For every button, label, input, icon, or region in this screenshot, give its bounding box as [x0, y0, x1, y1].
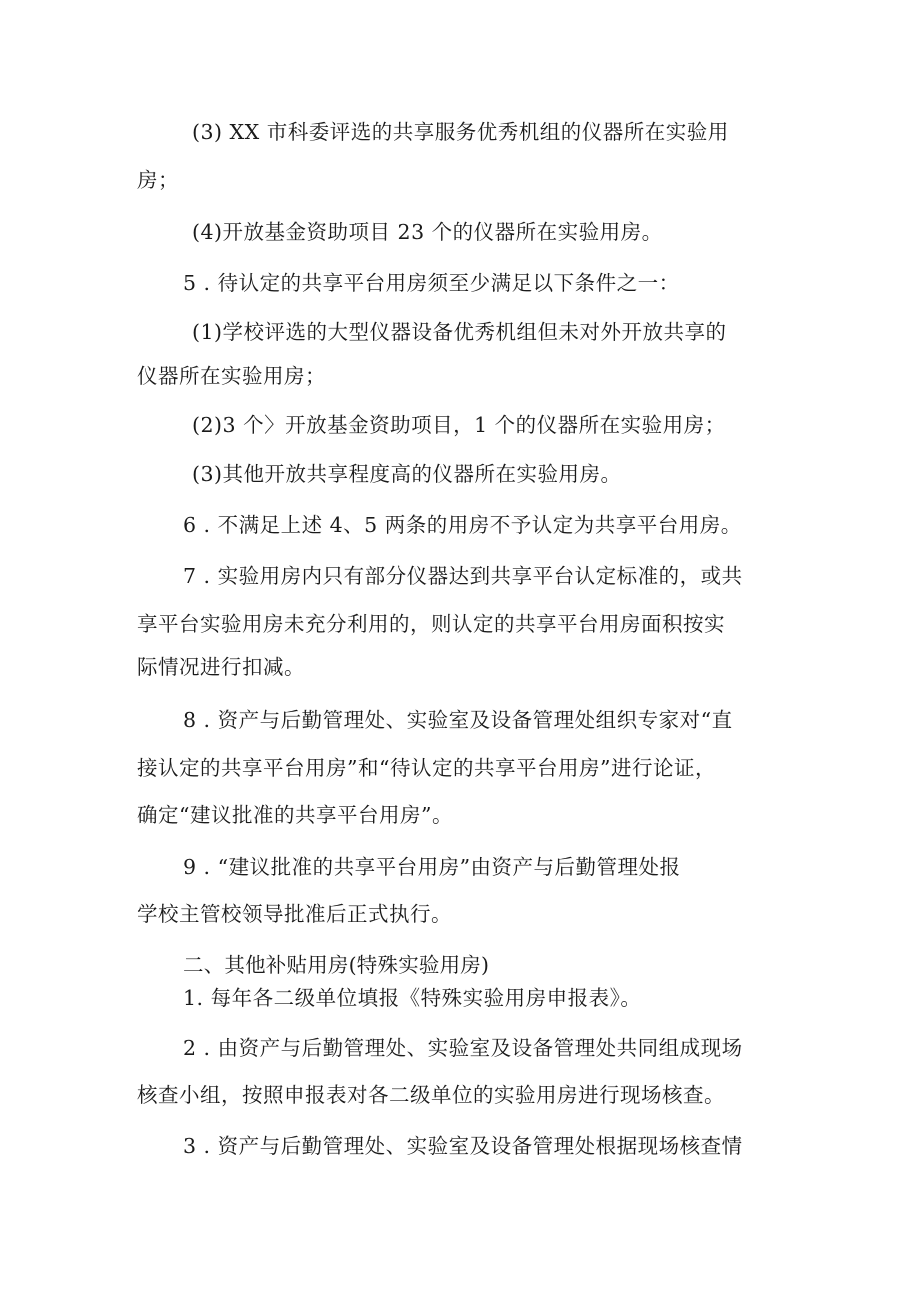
sub-2-line: (2)3 个〉开放基金资助项目，1 个的仪器所在实验用房； [192, 413, 726, 437]
clause-8-line-2: 接认定的共享平台用房”和“待认定的共享平台用房”进行论证， [137, 756, 716, 780]
clause-5-line: 5 . 待认定的共享平台用房须至少满足以下条件之一： [183, 271, 680, 295]
clause-9-line-1: 9 . “建议批准的共享平台用房”由资产与后勤管理处报 [183, 855, 681, 879]
sub-3-line: (3)其他开放共享程度高的仪器所在实验用房。 [192, 462, 622, 486]
clause-8-line-3: 确定“建议批准的共享平台用房”。 [137, 803, 453, 827]
clause-8-line-1: 8 . 资产与后勤管理处、实验室及设备管理处组织专家对“直 [183, 708, 733, 732]
section-heading: 二、其他补贴用房(特殊实验用房) [183, 953, 490, 977]
sec2-clause-2-line-1: 2 . 由资产与后勤管理处、实验室及设备管理处共同组成现场 [183, 1036, 743, 1060]
sec2-clause-3-line-1: 3 . 资产与后勤管理处、实验室及设备管理处根据现场核查情 [183, 1134, 743, 1158]
sec2-clause-1-line: 1. 每年各二级单位填报《特殊实验用房申报表》。 [183, 986, 642, 1010]
item-4-line: (4)开放基金资助项目 23 个的仪器所在实验用房。 [192, 220, 663, 244]
clause-6-line: 6 . 不满足上述 4、5 两条的用房不予认定为共享平台用房。 [183, 513, 742, 537]
sub-1-line-1: (1)学校评选的大型仪器设备优秀机组但未对外开放共享的 [192, 320, 727, 344]
clause-7-line-2: 享平台实验用房未充分利用的，则认定的共享平台用房面积按实 [137, 612, 725, 636]
sub-1-line-2: 仪器所在实验用房； [137, 364, 326, 388]
item-3-line-2: 房； [137, 168, 179, 192]
clause-7-line-1: 7 . 实验用房内只有部分仪器达到共享平台认定标准的，或共 [183, 564, 743, 588]
sec2-clause-2-line-2: 核查小组，按照申报表对各二级单位的实验用房进行现场核查。 [137, 1083, 725, 1107]
clause-7-line-3: 际情况进行扣减。 [137, 655, 305, 679]
clause-9-line-2: 学校主管校领导批准后正式执行。 [137, 902, 452, 926]
item-3-line-1: (3) XX 市科委评选的共享服务优秀机组的仪器所在实验用 [192, 120, 729, 144]
